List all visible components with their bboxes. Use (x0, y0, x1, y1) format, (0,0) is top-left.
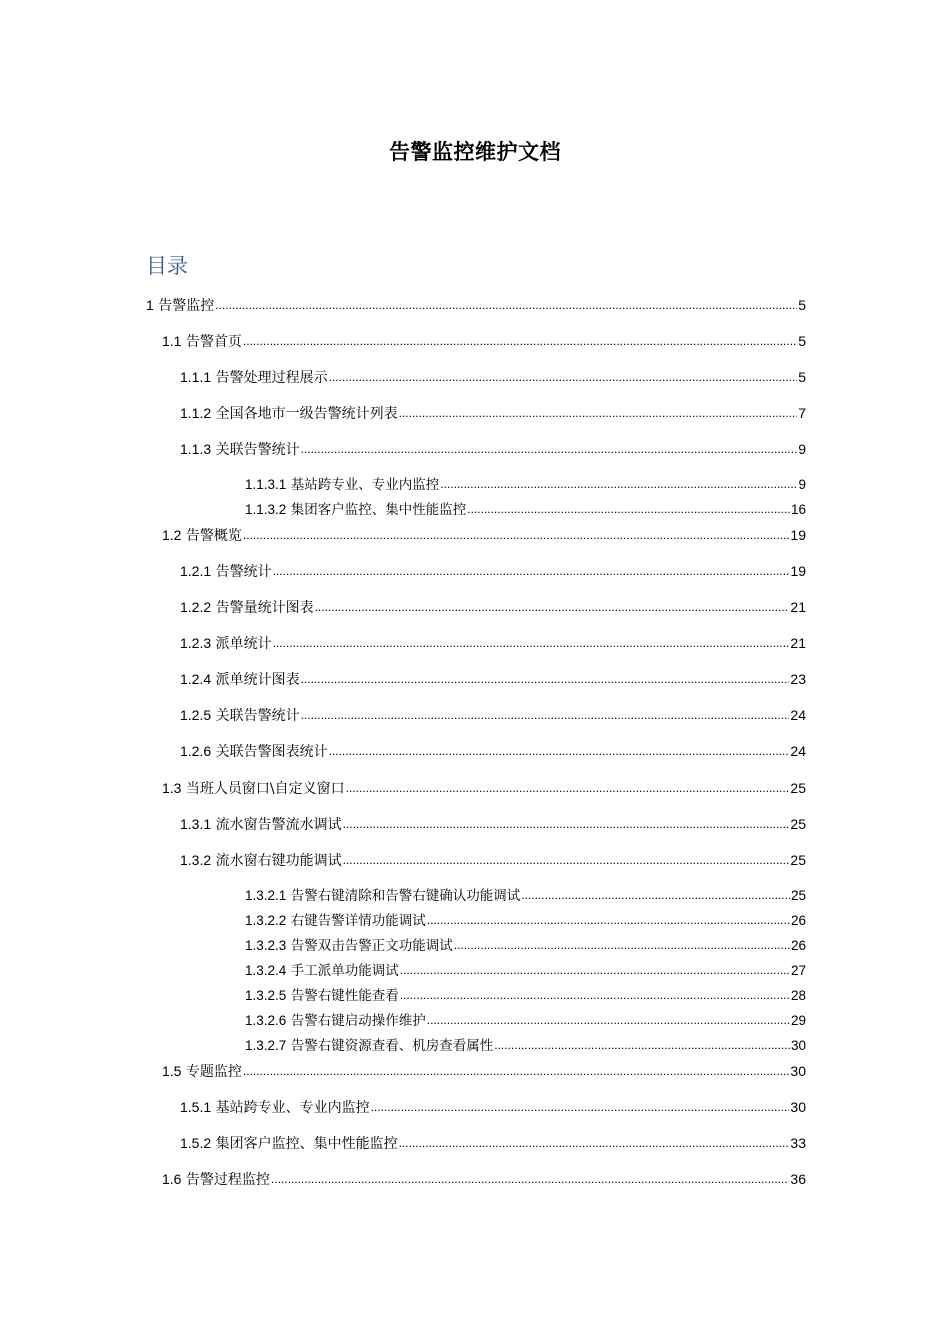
toc-entry-title: 集团客户监控、集中性能监控 (290, 502, 467, 518)
toc-entry[interactable] (245, 937, 806, 955)
toc-entry-number: 1.5.1 (180, 1099, 212, 1115)
toc-entry-page: 21 (790, 599, 806, 615)
toc-entry[interactable] (162, 332, 806, 350)
toc-entry-page: 26 (790, 938, 806, 953)
toc-entry-page: 24 (790, 707, 806, 723)
toc-entry-title: 关联告警图表统计 (215, 744, 328, 760)
toc-entry-number: 1.2.2 (180, 599, 212, 615)
toc-entry[interactable] (245, 476, 806, 494)
toc-entry-number: 1.6 (162, 1171, 182, 1187)
toc-dot-leader (440, 475, 797, 493)
toc-dot-leader (271, 1170, 790, 1188)
toc-entry-page: 5 (798, 333, 806, 349)
toc-entry-page: 25 (790, 816, 806, 832)
toc-entry-title: 告警过程监控 (185, 1172, 270, 1188)
toc-entry-title: 关联告警统计 (215, 708, 300, 724)
toc-dot-leader (427, 911, 790, 929)
toc-entry[interactable] (180, 562, 806, 580)
toc-entry[interactable] (245, 887, 806, 905)
toc-entry-number: 1.1.3.2 (245, 502, 287, 517)
toc-entry-title: 告警统计 (215, 564, 272, 580)
toc-dot-leader (329, 368, 798, 386)
document-title: 告警监控维护文档 (389, 140, 561, 164)
toc-entry-page: 30 (790, 1038, 806, 1053)
toc-heading: 目录 (146, 254, 188, 278)
toc-entry-title: 告警右键资源查看、机房查看属性 (290, 1038, 494, 1054)
toc-dot-leader (315, 598, 790, 616)
toc-entry-title: 手工派单功能调试 (290, 963, 399, 979)
toc-entry-title: 派单统计图表 (215, 672, 300, 688)
toc-entry[interactable] (162, 1062, 806, 1080)
toc-entry-title: 告警量统计图表 (215, 600, 314, 616)
toc-dot-leader (243, 332, 797, 350)
toc-entry-number: 1.3.2.4 (245, 963, 287, 978)
toc-dot-leader (273, 562, 790, 580)
toc-entry[interactable] (180, 851, 806, 869)
toc-entry[interactable] (180, 670, 806, 688)
toc-entry-title: 告警处理过程展示 (215, 370, 328, 386)
toc-entry-page: 23 (790, 671, 806, 687)
toc-entry-number: 1.2.3 (180, 635, 212, 651)
toc-entry-title: 基站跨专业、专业内监控 (290, 477, 440, 493)
toc-entry-title: 全国各地市一级告警统计列表 (215, 406, 398, 422)
toc-entry-number: 1.2.5 (180, 707, 212, 723)
toc-entry[interactable] (162, 779, 806, 797)
toc-dot-leader (243, 1062, 790, 1080)
toc-entry[interactable] (245, 962, 806, 980)
toc-entry-page: 30 (790, 1063, 806, 1079)
toc-entry-page: 9 (798, 441, 806, 457)
toc-entry-number: 1.1.3.1 (245, 477, 287, 492)
toc-entry-page: 21 (790, 635, 806, 651)
toc-dot-leader (346, 779, 790, 797)
toc-entry[interactable] (245, 501, 806, 519)
toc-entry-number: 1.3.2.5 (245, 988, 287, 1003)
toc-entry[interactable] (180, 706, 806, 724)
toc-entry[interactable] (245, 987, 806, 1005)
toc-entry-number: 1.2.1 (180, 563, 212, 579)
toc-entry-page: 25 (790, 852, 806, 868)
toc-entry-title: 流水窗右键功能调试 (215, 853, 342, 869)
toc-entry[interactable] (180, 598, 806, 616)
toc-entry-page: 27 (790, 963, 806, 978)
toc-entry-number: 1.3.2.6 (245, 1013, 287, 1028)
toc-dot-leader (301, 706, 790, 724)
toc-dot-leader (329, 742, 790, 760)
toc-entry-page: 9 (798, 477, 806, 492)
toc-entry-number: 1.3.1 (180, 816, 212, 832)
toc-entry[interactable] (162, 526, 806, 544)
toc-entry-title: 告警右键清除和告警右键确认功能调试 (290, 888, 521, 904)
toc-entry-title: 派单统计 (215, 636, 272, 652)
toc-entry-number: 1.2 (162, 527, 182, 543)
toc-dot-leader (454, 936, 790, 954)
toc-entry[interactable] (245, 1037, 806, 1055)
toc-dot-leader (521, 886, 790, 904)
toc-entry-page: 5 (798, 297, 806, 313)
toc-entry-number: 1.3 (162, 780, 182, 796)
toc-entry-page: 29 (790, 1013, 806, 1028)
toc-entry[interactable] (180, 1098, 806, 1116)
toc-entry-title: 专题监控 (185, 1064, 242, 1080)
toc-entry-title: 告警概览 (185, 528, 242, 544)
toc-entry-number: 1.2.4 (180, 671, 212, 687)
toc-entry-title: 流水窗告警流水调试 (215, 817, 342, 833)
toc-entry-page: 24 (790, 743, 806, 759)
toc-entry-page: 33 (790, 1135, 806, 1151)
toc-entry[interactable] (180, 368, 806, 386)
toc-entry-page: 5 (798, 369, 806, 385)
toc-entry-title: 告警右键启动操作维护 (290, 1013, 426, 1029)
toc-dot-leader (301, 670, 790, 688)
toc-entry-number: 1.5.2 (180, 1135, 212, 1151)
toc-dot-leader (215, 296, 797, 314)
toc-entry-number: 1.2.6 (180, 743, 212, 759)
toc-entry-number: 1.5 (162, 1063, 182, 1079)
toc-entry-title: 告警首页 (185, 334, 242, 350)
toc-entry-number: 1.3.2.2 (245, 913, 287, 928)
toc-entry-page: 25 (790, 888, 806, 903)
toc-entry-title: 基站跨专业、专业内监控 (215, 1100, 370, 1116)
toc-entry-number: 1 (146, 297, 154, 313)
toc-entry-number: 1.1.2 (180, 405, 212, 421)
toc-entry-title: 告警右键性能查看 (290, 988, 399, 1004)
toc-entry-page: 19 (790, 563, 806, 579)
toc-dot-leader (243, 526, 790, 544)
toc-entry[interactable] (180, 440, 806, 458)
toc-entry-title: 集团客户监控、集中性能监控 (215, 1136, 398, 1152)
toc-entry-page: 25 (790, 780, 806, 796)
toc-entry-page: 19 (790, 527, 806, 543)
toc-entry-title: 当班人员窗口\自定义窗口 (185, 781, 345, 797)
toc-entry-number: 1.1 (162, 333, 182, 349)
toc-entry-number: 1.3.2.1 (245, 888, 287, 903)
toc-entry[interactable] (146, 296, 806, 314)
toc-entry-title: 关联告警统计 (215, 442, 300, 458)
toc-entry[interactable] (180, 815, 806, 833)
toc-entry[interactable] (180, 742, 806, 760)
toc-entry-page: 16 (790, 502, 806, 517)
toc-entry-number: 1.1.1 (180, 369, 212, 385)
toc-entry[interactable] (180, 634, 806, 652)
toc-dot-leader (301, 440, 798, 458)
toc-entry-page: 26 (790, 913, 806, 928)
toc-entry[interactable] (245, 1012, 806, 1030)
toc-entry[interactable] (180, 404, 806, 422)
toc-dot-leader (467, 500, 790, 518)
toc-entry-number: 1.3.2 (180, 852, 212, 868)
toc-dot-leader (399, 1134, 790, 1152)
toc-entry[interactable] (162, 1170, 806, 1188)
toc-entry-title: 告警双击告警正文功能调试 (290, 938, 453, 954)
toc-entry-page: 30 (790, 1099, 806, 1115)
toc-entry-page: 36 (790, 1171, 806, 1187)
toc-entry-title: 告警监控 (158, 298, 215, 314)
toc-entry-page: 28 (790, 988, 806, 1003)
toc-dot-leader (400, 986, 790, 1004)
toc-entry-number: 1.1.3 (180, 441, 212, 457)
toc-dot-leader (399, 404, 798, 422)
toc-dot-leader (371, 1098, 790, 1116)
toc-entry-number: 1.3.2.3 (245, 938, 287, 953)
toc-entry-page: 7 (798, 405, 806, 421)
toc-entry-title: 右键告警详情功能调试 (290, 913, 426, 929)
toc-dot-leader (427, 1011, 790, 1029)
toc-entry[interactable] (245, 912, 806, 930)
toc-entry[interactable] (180, 1134, 806, 1152)
toc-dot-leader (273, 634, 790, 652)
toc-dot-leader (400, 961, 790, 979)
toc-dot-leader (343, 815, 790, 833)
toc-entry-number: 1.3.2.7 (245, 1038, 287, 1053)
toc-dot-leader (494, 1036, 790, 1054)
toc-dot-leader (343, 851, 790, 869)
